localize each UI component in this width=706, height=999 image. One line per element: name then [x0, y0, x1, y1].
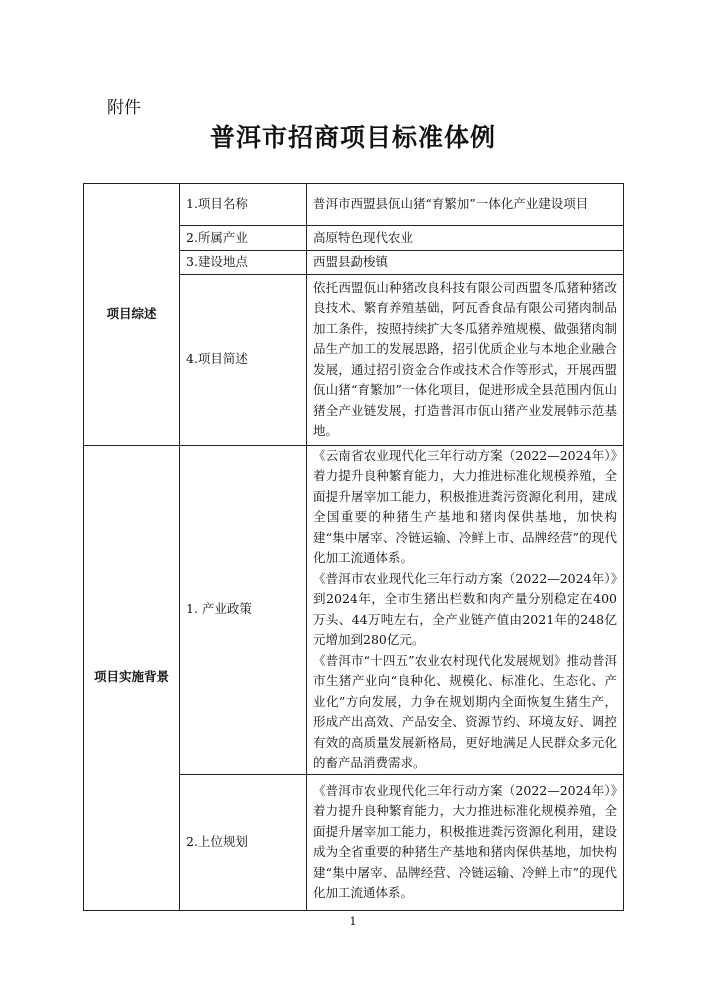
item-label: 2.上位规划	[180, 774, 307, 910]
item-label: 3.建设地点	[180, 251, 307, 275]
policy-paragraph: 《普洱市“十四五”农业农村现代化发展规划》推动普洱市生猪产业向“良种化、规模化、标准化、生态化、产业化”方向发展，力争在规划期内全面恢复生猪生产，形成产出高效、产品安全、资源节约、环境友好、调控有效的高质量发展新格局，更好地满足人民群众多元化的畜产品消费需求。	[313, 652, 617, 770]
item-label: 4.项目简述	[180, 274, 307, 445]
table-row	[84, 445, 624, 774]
item-label: 1.项目名称	[180, 184, 307, 226]
item-value: 西盟县勐梭镇	[307, 251, 624, 275]
item-value	[307, 774, 624, 910]
item-value: 高原特色现代农业	[307, 226, 624, 251]
item-value: 普洱市西盟县佤山猪“育繁加”一体化产业建设项目	[307, 184, 624, 226]
item-value	[307, 445, 624, 774]
project-table	[83, 183, 624, 911]
item-label: 1. 产业政策	[180, 445, 307, 774]
annex-label: 附件	[107, 98, 141, 118]
item-value: 依托西盟佤山种猪改良科技有限公司西盟冬瓜猪种猪改良技术、繁育养殖基础，阿瓦香食品有限公司猪肉制品加工条件，按照持续扩大冬瓜猪养殖规模、做强猪肉制品生产加工的发展思路，招引优质企业与本地企业融合发展，通过招引资金合作或技术合作等形式，开展西盟佤山猪“育繁加”一体化项目，促进形成全县范围内佤山猪全产业链发展，打造普洱市佤山猪产业发展韩示范基地。	[307, 274, 624, 445]
section-overview-label: 项目综述	[84, 184, 180, 446]
policy-paragraph: 《云南省农业现代化三年行动方案（2022—2024年）》着力提升良种繁育能力，大力推进标准化规模养殖，全面提升屠宰加工能力，积极推进粪污资源化利用，建成全国重要的种猪生产基地和猪肉保供基地，加快构建“集中屠宰、冷链运输、冷鲜上市、品牌经营”的现代化加工流通体系。	[313, 447, 617, 565]
item-label: 2.所属产业	[180, 226, 307, 251]
section-background-label: 项目实施背景	[84, 445, 180, 910]
plan-paragraph: 《普洱市农业现代化三年行动方案（2022—2024年）》着力提升良种繁育能力，大力推进标准化规模养殖，全面提升屠宰加工能力，积极推进粪污资源化利用，建设成为全省重要的种猪生产基地和猪肉保供基地，加快构建“集中屠宰、品牌经营、冷链运输、冷鲜上市”的现代化加工流通体系。	[313, 782, 617, 900]
document-title: 普洱市招商项目标准体例	[209, 123, 496, 152]
policy-paragraph: 《普洱市农业现代化三年行动方案（2022—2024年）》到2024年，全市生猪出栏数和肉产量分别稳定在400万头、44万吨左右，全产业链产值由2021年的248亿元增加到280亿元。	[313, 570, 617, 647]
page-number: 1	[349, 915, 357, 928]
table-row	[84, 184, 624, 226]
